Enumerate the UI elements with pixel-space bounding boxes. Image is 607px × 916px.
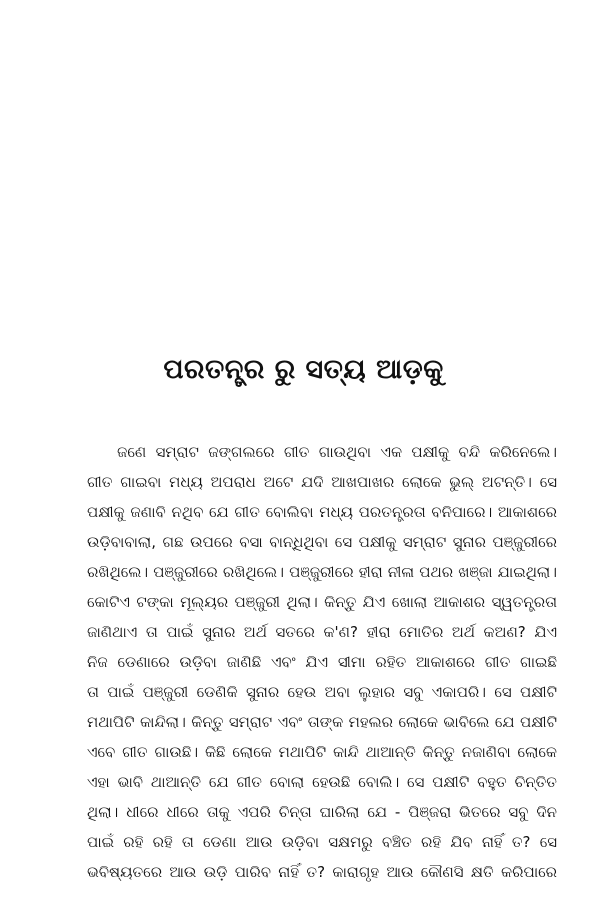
text-line: ପାଇଁ ରହି ରହି ତା ଡେଣା ଆଉ ଉଡ଼ିବା ସକ୍ଷମରୁ ବଞ୍ଚିତ ରହି ଯିବ ନାହିଁ ତ? ସେ bbox=[87, 833, 557, 851]
text-line: ଏହା ଭାବି ଥାଆନ୍ତି ଯେ ଗୀତ ବୋଲା ହେଉଛି ବୋଲି। ସେ ପକ୍ଷୀଟି ବହୁତ ଚିନ୍ତିତ bbox=[87, 773, 557, 791]
text-line: ରଖିଥିଲେ। ପଞ୍ଜୁରୀରେ ରଖିଥିଲେ। ପଞ୍ଜୁରୀରେ ହୀରା ନୀଳା ପଥର ଖଞ୍ଜା ଯାଇଥିଲା। bbox=[87, 563, 557, 581]
text-line: ଜଣେ ସମ୍ରାଟ ଜଙ୍ଗଲରେ ଗୀତ ଗାଉଥିବା ଏକ ପକ୍ଷୀକୁ ବନ୍ଦି କରିନେଲେ। bbox=[117, 443, 557, 461]
text-line: ଜାଣିଥାଏ ତା ପାଇଁ ସୁନାର ଅର୍ଥ ସତରେ କ'ଣ? ହୀରା ମୋତିର ଅର୍ଥ କଅଣ? ଯିଏ bbox=[87, 623, 557, 641]
body-paragraph bbox=[87, 437, 557, 887]
text-line: ଗୀତ ଗାଇବା ମଧ୍ୟ ଅପରାଧ ଅଟେ ଯଦି ଆଖପାଖର ଲୋକେ ଭୁଲ୍ ଅଟନ୍ତି। ସେ bbox=[87, 473, 557, 491]
chapter-title: ପରତନ୍ତ୍ର ରୁ ସତ୍ୟ ଆଡ଼କୁ bbox=[163, 354, 444, 385]
text-line: ଭବିଷ୍ୟତରେ ଆଉ ଉଡ଼ି ପାରିବ ନାହିଁ ତ? କାରାଗୃହ ଆଉ କୌଣସି କ୍ଷତି କରିପାରେ bbox=[87, 863, 557, 881]
text-line: ମଥାପିଟି କାନ୍ଦିଲା। କିନ୍ତୁ ସମ୍ରାଟ ଏବଂ ତାଙ୍କ ମହଲର ଲୋକେ ଭାବିଲେ ଯେ ପକ୍ଷୀଟି bbox=[87, 713, 557, 731]
text-line: କୋଟିଏ ଟଙ୍କା ମୂଲ୍ୟର ପଞ୍ଜୁରୀ ଥିଲା। କିନ୍ତୁ ଯିଏ ଖୋଲା ଆକାଶର ସ୍ୱତନ୍ତ୍ରତା bbox=[87, 593, 557, 611]
text-line: ଏବେ ଗୀତ ଗାଉଛି। କିଛି ଲୋକେ ମଥାପିଟି କାନ୍ଦି ଥାଆନ୍ତି କିନ୍ତୁ ନଜାଣିବା ଲୋକେ bbox=[87, 743, 557, 761]
text-line: ଉଡ଼ିବାବାଲା, ଗଛ ଉପରେ ବସା ବାନ୍ଧିଥିବା ସେ ପକ୍ଷୀକୁ ସମ୍ରାଟ ସୁନାର ପଞ୍ଜୁରୀରେ bbox=[87, 533, 557, 551]
text-line: ପକ୍ଷୀକୁ ଜଣାବି ନଥିବ ଯେ ଗୀତ ବୋଲିବା ମଧ୍ୟ ପରତନ୍ତ୍ରତା ବନିପାରେ। ଆକାଶରେ bbox=[87, 503, 557, 521]
text-line: ନିଜ ଡେଣାରେ ଉଡ଼ିବା ଜାଣିଛି ଏବଂ ଯିଏ ସୀମା ରହିତ ଆକାଶରେ ଗୀତ ଗାଇଛି bbox=[87, 653, 557, 671]
text-line: ତା ପାଇଁ ପଞ୍ଜୁରୀ ଡେଣିକି ସୁନାର ହେଉ ଅବା ଲୁହାର ସବୁ ଏକାପରି। ସେ ପକ୍ଷୀଟି bbox=[87, 683, 557, 701]
text-line: ଥିଲା। ଧୀରେ ଧୀରେ ତାକୁ ଏପରି ଚିନ୍ତା ଘାରିଲା ଯେ - ପିଞ୍ଜରା ଭିତରେ ସବୁ ଦିନ bbox=[87, 803, 557, 821]
